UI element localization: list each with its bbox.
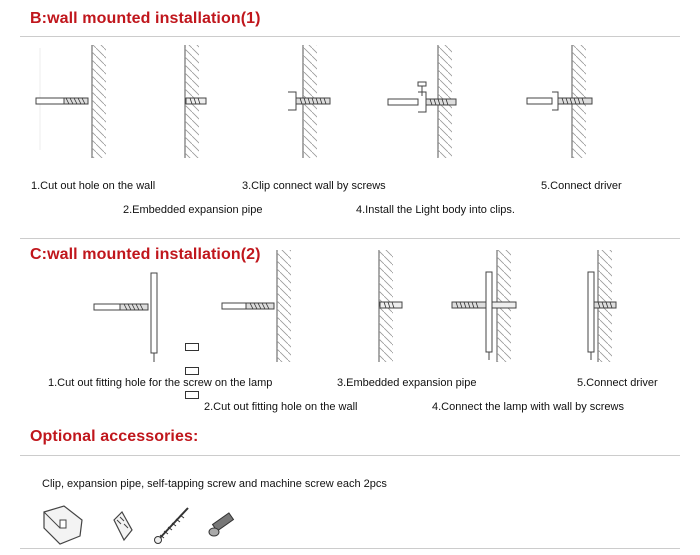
step-b4-caption: 4.Install the Light body into clips. [356,204,515,216]
step-c5-caption: 5.Connect driver [577,377,658,389]
step-c1-caption: 1.Cut out fitting hole for the screw on the lamp [48,377,273,389]
step-b2-caption: 2.Embedded expansion pipe [123,204,263,216]
step-c1-drill-lamp-diagram [94,273,157,362]
step-b2-expansion-pipe-diagram [185,45,206,158]
expansion-pipe-icon [114,512,132,540]
step-c4-caption: 4.Connect the lamp with wall by screws [432,401,624,413]
step-b3-caption: 3.Clip connect wall by screws [242,180,386,192]
section-c-title: C:wall mounted installation(2) [30,246,261,263]
step-b4-light-body-diagram [388,45,456,158]
step-b1-drill-diagram [36,45,106,158]
step-c3-expansion-pipe-diagram [379,250,402,362]
step-c2-caption: 2.Cut out fitting hole on the wall [204,401,358,413]
step-c3-caption: 3.Embedded expansion pipe [337,377,477,389]
step-b3-clip-screw-diagram [288,45,330,158]
accessories-description: Clip, expansion pipe, self-tapping screw and machine screw each 2pcs [42,478,387,490]
step-b5-caption: 5.Connect driver [541,180,622,192]
clip-icon [44,506,82,544]
step-c4-lamp-screw-diagram [452,250,516,362]
machine-screw-icon [209,513,233,536]
optional-accessories-title: Optional accessories: [30,428,199,445]
self-tapping-screw-icon [155,508,189,544]
step-b1-caption: 1.Cut out hole on the wall [31,180,156,192]
step-c2-drill-wall-diagram [222,250,291,362]
section-b-title: B:wall mounted installation(1) [30,10,261,27]
step-c5-driver-diagram [588,250,616,362]
step-b5-driver-diagram [527,45,592,158]
